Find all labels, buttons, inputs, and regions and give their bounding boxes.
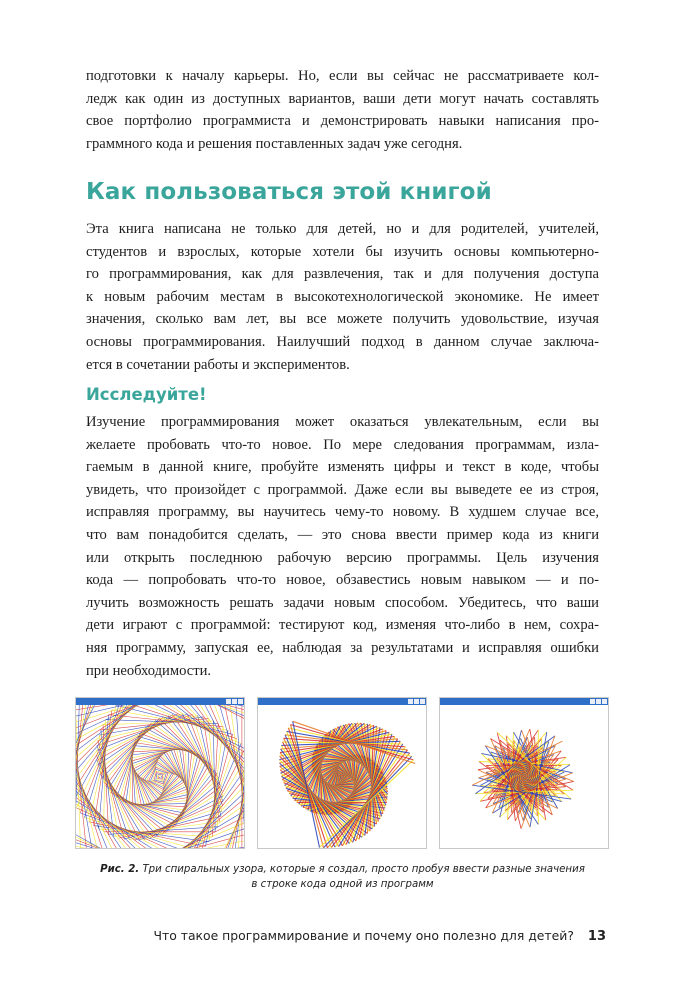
text-line: Эта книга написана не только для детей, но и для родителей, учителей, — [86, 221, 599, 237]
text-line: к новым рабочим местам в высокотехнологической экономике. Не имеет — [86, 288, 599, 305]
text-line: что вам понадобится сделать, — это снова ввести пример кода из книги — [86, 526, 599, 543]
text-line: няя программу, запуская ее, наблюдая за результатами и исправляя ошибки — [86, 639, 599, 656]
text-line: основы программирования. Наилучший подход в данном случае заключа- — [86, 333, 599, 350]
text-line: значения, сколько вам лет, вы все можете получить удовольствие, изучая — [86, 311, 599, 328]
text-line: граммного кода и решения поставленных задач уже сегодня. — [86, 135, 463, 152]
text-line: желаете пробовать что-то новое. По мере следования программам, изла- — [86, 436, 599, 453]
spiral-pattern-image — [258, 705, 426, 848]
paragraph-explore — [86, 411, 599, 682]
text-line: ледж как один из доступных вариантов, ваши дети могут начать составлять — [86, 90, 599, 107]
text-line: исправляя программу, вы научитесь чему-то новому. В худшем случае все, — [86, 504, 599, 521]
section-heading: Как пользоваться этой книгой — [86, 179, 492, 205]
spiral-pattern-image — [76, 705, 244, 848]
subheading-explore: Исследуйте! — [86, 385, 207, 404]
page-number: 13 — [587, 929, 606, 944]
paragraph-career — [86, 65, 599, 155]
text-line: подготовки к началу карьеры. Но, если вы сейчас не рассматриваете кол- — [86, 68, 599, 84]
spiral-window-3 — [439, 697, 609, 849]
text-line: лучить возможность решать задачи новым способом. Убедитесь, что ваши — [86, 594, 599, 611]
paragraph-how-to-use — [86, 218, 599, 376]
text-line: или открыть последнюю рабочую версию программы. Цель изучения — [86, 549, 599, 566]
running-title: Что такое программирование и почему оно полезно для детей? — [153, 928, 574, 943]
caption-text: Три спиральных узора, которые я создал, просто пробуя ввести разные значения — [142, 864, 585, 875]
figure-caption — [86, 862, 599, 892]
text-line: кода — попробовать что-то новое, обзавестись новым навыком — и по- — [86, 572, 599, 589]
spiral-window-2 — [257, 697, 427, 849]
window-title-bar — [76, 698, 244, 705]
text-line: ется в сочетании работы и экспериментов. — [86, 356, 350, 373]
text-line: дети играют с программой: тестируют код, изменяя что-либо в нем, сохра- — [86, 617, 599, 634]
text-line: гаемым в данной книге, пробуйте изменять цифры и текст в коде, чтобы — [86, 459, 599, 476]
text-line: при необходимости. — [86, 662, 212, 679]
text-line: Изучение программирования может оказаться увлекательным, если вы — [86, 414, 599, 430]
window-title-bar — [258, 698, 426, 705]
caption-text: в строке кода одной из программ — [251, 879, 434, 890]
text-line: увидеть, что произойдет с программой. Даже если вы выведете ее из строя, — [86, 481, 599, 498]
running-footer — [86, 928, 606, 944]
text-line: свое портфолио программиста и демонстрировать навыки написания про- — [86, 113, 599, 130]
spiral-window-1 — [75, 697, 245, 849]
spiral-pattern-image — [440, 705, 608, 848]
text-line: студентов и взрослых, которые хотели бы изучить основы компьютерно- — [86, 243, 599, 260]
window-title-bar — [440, 698, 608, 705]
figure-label: Рис. 2. — [100, 864, 140, 875]
text-line: го программирования, как для развлечения, так и для получения доступа — [86, 266, 599, 283]
